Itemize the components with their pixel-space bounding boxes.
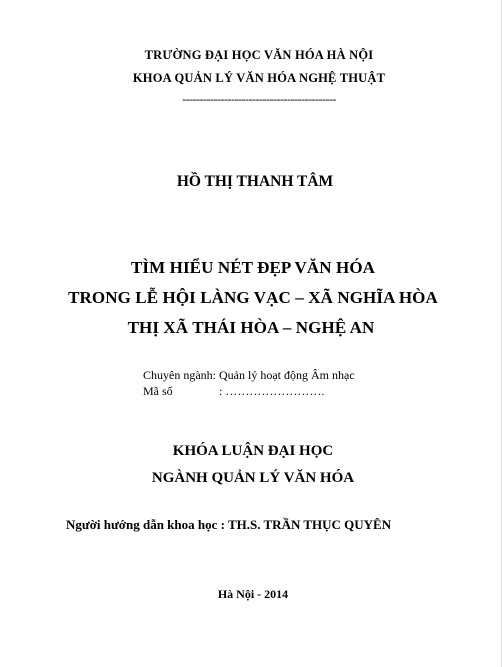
specialization-row <box>143 368 355 383</box>
place-and-date: Hà Nội - 2014 <box>217 587 289 601</box>
faculty-name: KHOA QUẢN LÝ VĂN HÓA NGHỆ THUẬT <box>132 71 386 85</box>
specialization-label: Chuyên ngành: <box>143 368 216 382</box>
thesis-title-line-3: THỊ XÃ THÁI HÒA – NGHỆ AN <box>127 318 375 337</box>
code-label: Mã số <box>143 384 173 398</box>
specialization-value: Quản lý hoạt động Âm nhạc <box>219 368 355 382</box>
code-row <box>143 384 324 399</box>
advisor-name: TH.S. TRẦN THỤC QUYÊN <box>227 517 392 532</box>
degree-type: KHÓA LUẬN ĐẠI HỌC <box>172 443 334 459</box>
author-name: HỒ THỊ THANH TÂM <box>176 173 334 190</box>
thesis-title-line-1: TÌM HIỂU NÉT ĐẸP VĂN HÓA <box>130 258 376 277</box>
degree-major: NGÀNH QUẢN LÝ VĂN HÓA <box>151 470 355 486</box>
thesis-title-line-2: TRONG LỄ HỘI LÀNG VẠC – XÃ NGHĨA HÒA <box>68 288 438 307</box>
advisor-row <box>66 517 391 533</box>
code-value: : ……………………. <box>219 384 325 398</box>
advisor-label: Người hướng dẫn khoa học : <box>66 517 225 532</box>
university-name: TRƯỜNG ĐẠI HỌC VĂN HÓA HÀ NỘI <box>144 48 374 62</box>
header-separator: -------------------------------------------- <box>182 92 336 106</box>
